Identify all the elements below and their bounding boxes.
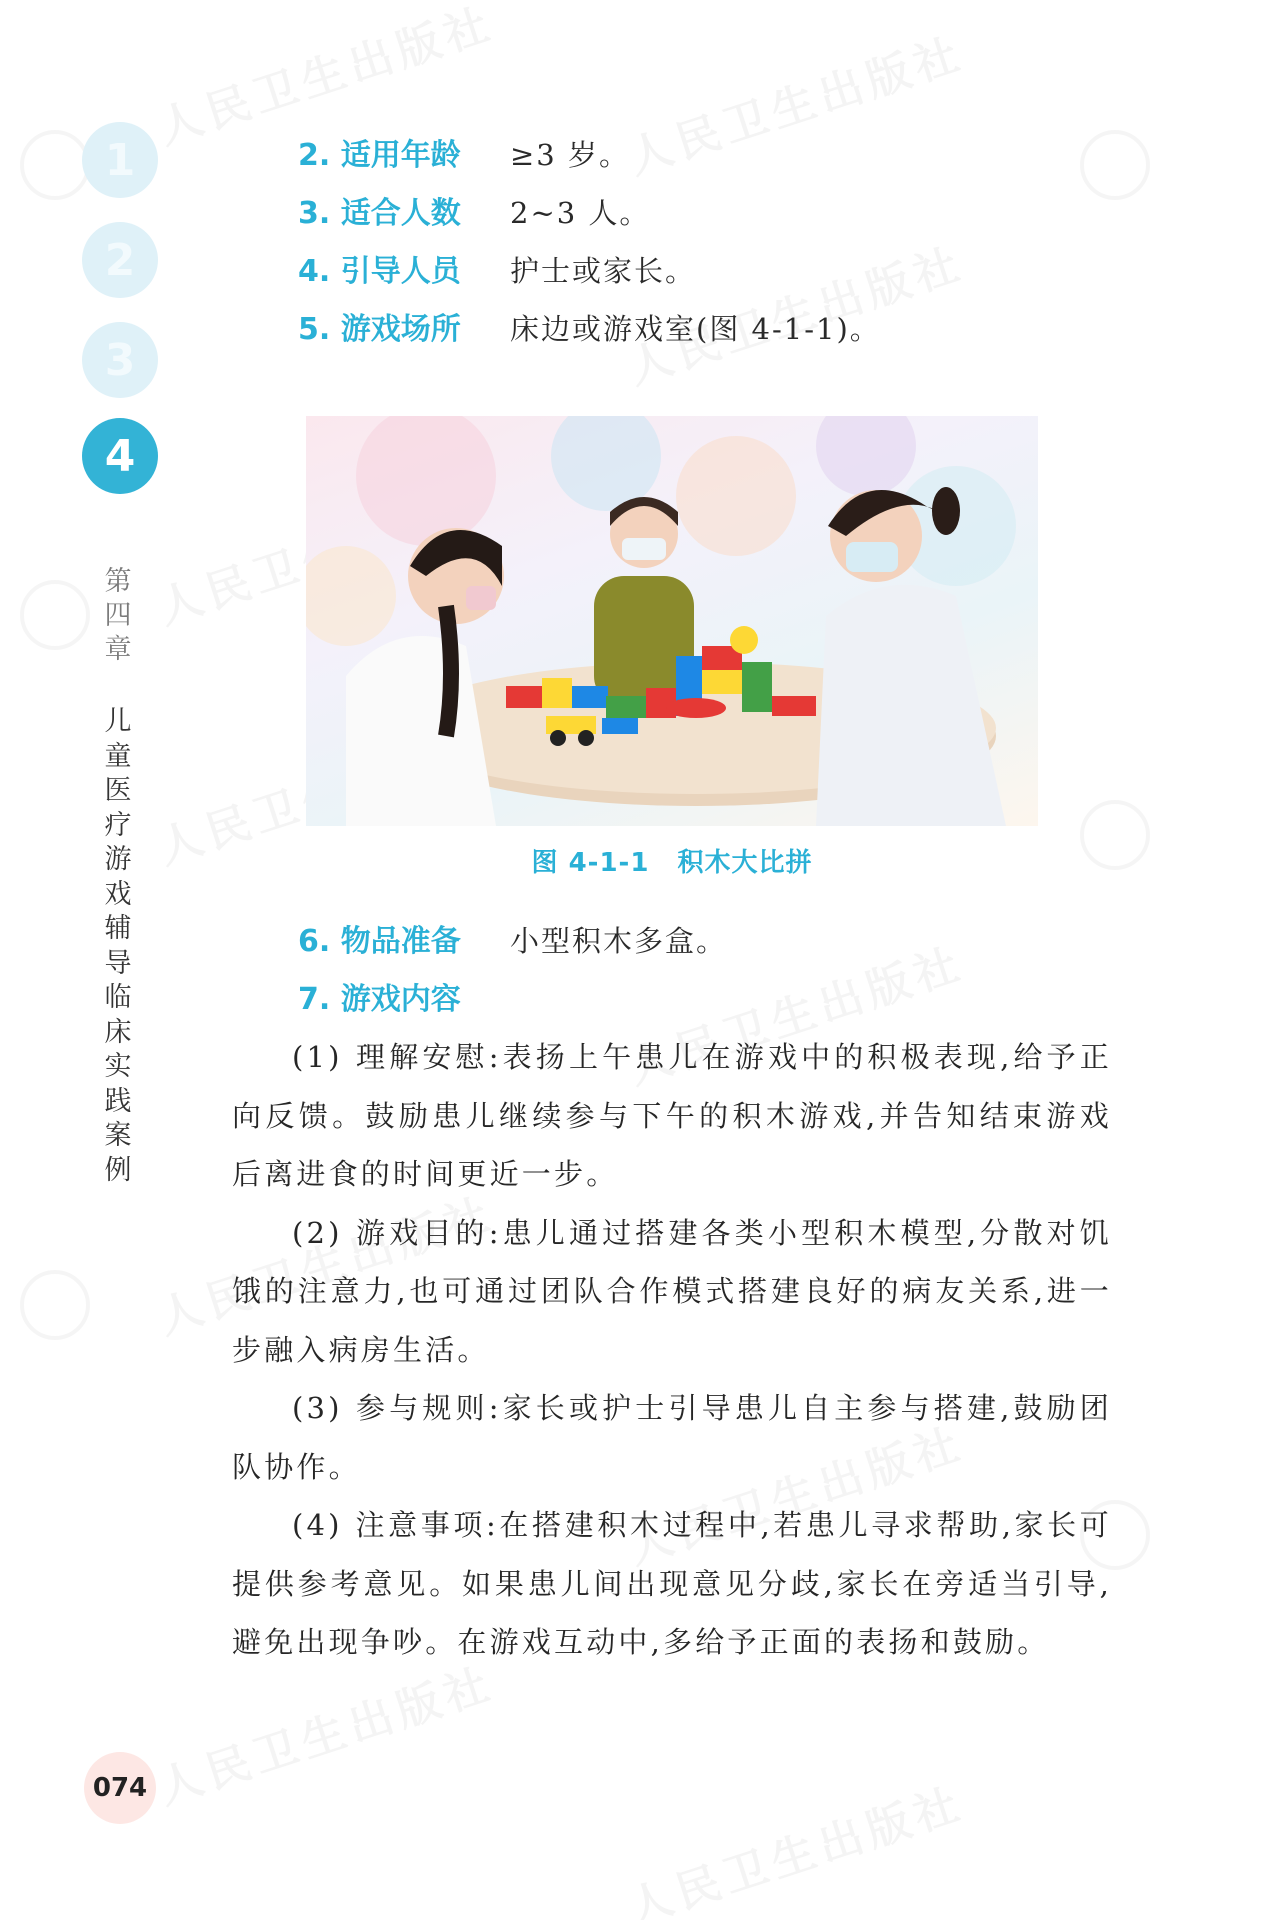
info-label: 3. 适合人数: [298, 196, 461, 231]
figure-title: 积木大比拼: [677, 848, 813, 878]
info-row-materials: [298, 916, 727, 974]
info-row-guide: [298, 246, 881, 304]
info-label: 2. 适用年龄: [298, 138, 461, 173]
page-number-badge: [84, 1752, 156, 1824]
info-row-venue: [298, 304, 881, 362]
info-row-age: [298, 130, 881, 188]
info-value: ≥3 岁。: [510, 138, 630, 172]
watermark-logo-icon: [1080, 800, 1150, 870]
chapter-tab-label: 3: [104, 334, 136, 386]
figure-photo: [306, 416, 1038, 826]
info-value: 护士或家长。: [510, 254, 697, 288]
info-value: 2~3 人。: [510, 196, 651, 230]
watermark-logo-icon: [20, 1270, 90, 1340]
page-number: 074: [92, 1773, 148, 1803]
paragraph-comfort: (1) 理解安慰:表扬上午患儿在游戏中的积极表现,给予正向反馈。鼓励患儿继续参与下午的积木游戏,并告知结束游戏后离进食的时间更近一步。: [232, 1040, 1112, 1191]
info-label: 5. 游戏场所: [298, 312, 461, 347]
watermark-text: [619, 1767, 972, 1920]
info-row-content: [298, 974, 727, 1032]
watermark-text: [149, 1647, 502, 1816]
figure-number: 图 4-1-1: [531, 848, 650, 878]
paragraph-rules: (3) 参与规则:家长或护士引导患儿自主参与搭建,鼓励团队协作。: [232, 1391, 1112, 1484]
chapter-title: 儿童医疗游戏辅导临床实践案例: [104, 706, 132, 1186]
children-playing-blocks-illustration: [306, 416, 1038, 826]
chapter-tab-1[interactable]: [82, 122, 158, 198]
info-row-participants: [298, 188, 881, 246]
info-value: 床边或游戏室(图 4-1-1)。: [510, 312, 881, 346]
paragraph-notes: (4) 注意事项:在搭建积木过程中,若患儿寻求帮助,家长可提供参考意见。如果患儿间出现意见分歧,家长在旁适当引导,避免出现争吵。在游戏互动中,多给予正面的表扬和鼓励。: [232, 1508, 1112, 1659]
chapter-tab-4-active[interactable]: [82, 418, 158, 494]
info-label: 4. 引导人员: [298, 254, 461, 289]
chapter-tab-2[interactable]: [82, 222, 158, 298]
info-value: 小型积木多盒。: [510, 924, 728, 958]
game-info-list-continued: [298, 916, 727, 1032]
chapter-number: 第四章: [104, 566, 132, 665]
watermark-logo-icon: [20, 130, 90, 200]
game-content-body: [232, 1028, 1112, 1672]
watermark-logo-icon: [20, 580, 90, 650]
chapter-tab-3[interactable]: [82, 322, 158, 398]
chapter-tab-label: 1: [104, 134, 136, 186]
info-label: 7. 游戏内容: [298, 982, 461, 1017]
chapter-tab-label: 2: [104, 234, 136, 286]
watermark-logo-icon: [1080, 130, 1150, 200]
paragraph-purpose: (2) 游戏目的:患儿通过搭建各类小型积木模型,分散对饥饿的注意力,也可通过团队合作模式搭建良好的病友关系,进一步融入病房生活。: [232, 1215, 1112, 1367]
chapter-tab-label: 4: [104, 430, 136, 482]
figure-caption: [306, 842, 1038, 879]
info-label: 6. 物品准备: [298, 924, 461, 959]
game-info-list: [298, 130, 881, 362]
